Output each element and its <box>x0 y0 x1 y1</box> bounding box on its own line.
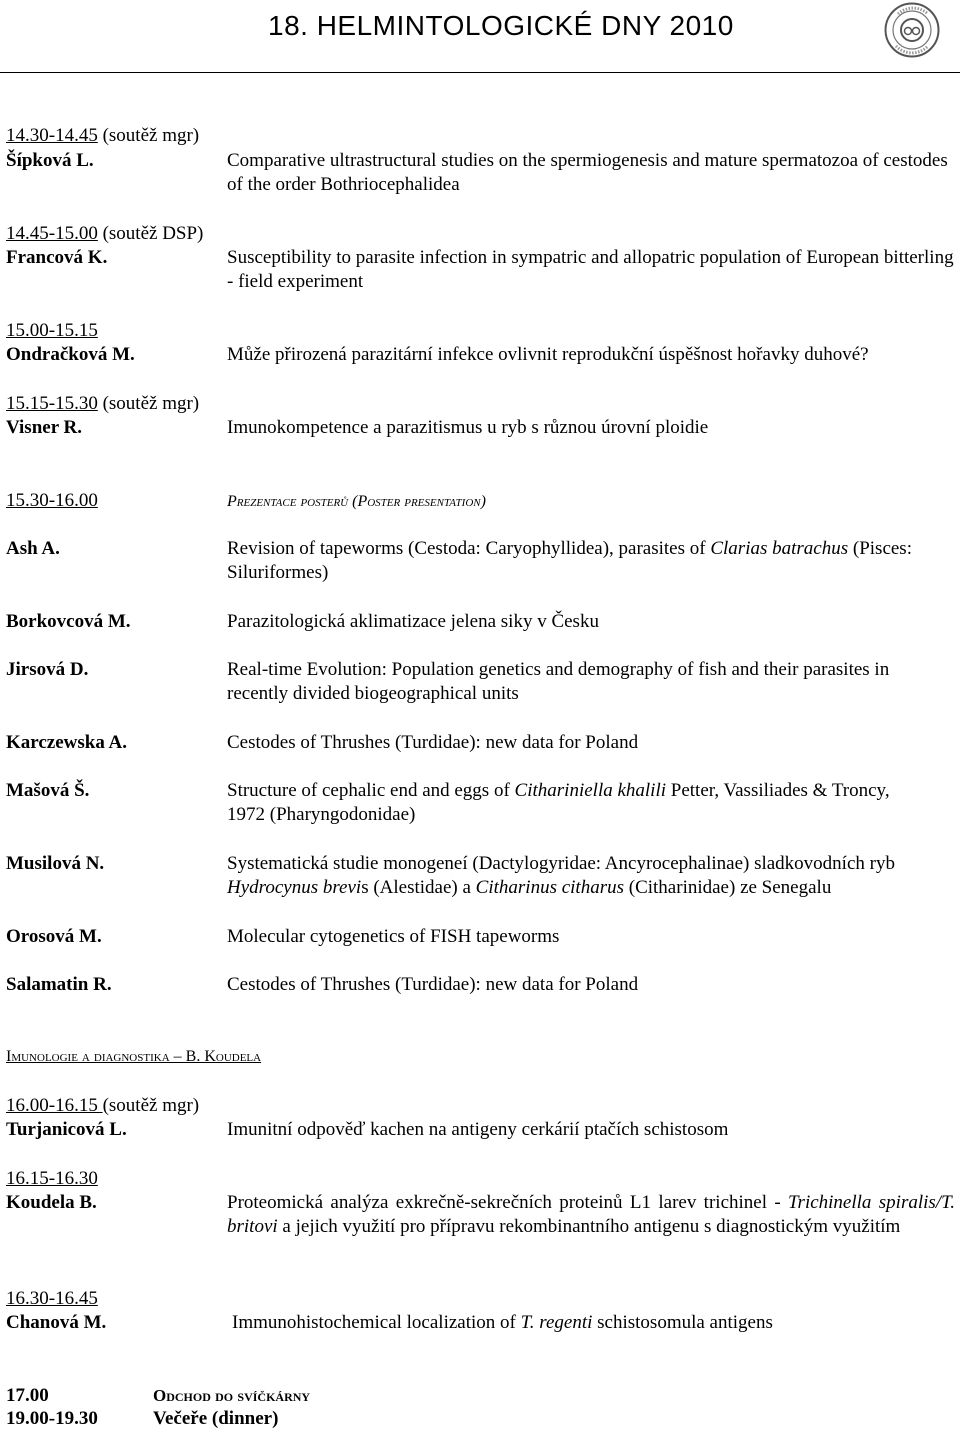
poster-speaker: Borkovcová M. <box>6 611 131 632</box>
talk-speaker: Chanová M. <box>6 1312 107 1333</box>
talk-speaker: Turjanicová L. <box>6 1119 127 1140</box>
closing-label: Večeře (dinner) <box>153 1408 279 1429</box>
talk-time: 15.15-15.30 (soutěž mgr) <box>6 393 200 414</box>
poster-title: Parazitologická aklimatizace jelena siky v Česku <box>227 611 599 632</box>
poster-speaker: Ash A. <box>6 538 60 559</box>
poster-title: Revision of tapeworms (Cestoda: Caryophyllidea), parasites of Clarias batrachus (Pisces: Siluriformes) <box>227 538 912 583</box>
talk-speaker: Visner R. <box>6 417 82 438</box>
poster-speaker: Karczewska A. <box>6 732 128 753</box>
poster-speaker: Mašová Š. <box>6 780 90 801</box>
talk-time: 14.30-14.45 (soutěž mgr) <box>6 125 200 146</box>
talk-speaker: Koudela B. <box>6 1192 97 1213</box>
talk-time: 14.45-15.00 (soutěž DSP) <box>6 223 204 244</box>
talk-time: 16.00-16.15 (soutěž mgr) <box>6 1095 200 1116</box>
talk-title: Immunohistochemical localization of T. regenti schistosomula antigens <box>232 1312 773 1333</box>
talk-time: 16.15-16.30 <box>6 1168 98 1189</box>
page-header-title: 18. HELMINTOLOGICKÉ DNY 2010 <box>268 10 734 41</box>
poster-title: Molecular cytogenetics of FISH tapeworms <box>227 926 560 947</box>
talk-title: Proteomická analýza exkrečně-sekrečních proteinů L1 larev trichinel - Trichinella spiralis/T. britovi a jejich využití pro přípravu rekombinantního antigenu s diagnostickým využitím <box>227 1192 955 1237</box>
poster-time: 15.30-16.00 <box>6 490 98 511</box>
poster-title: Cestodes of Thrushes (Turdidae): new data for Poland <box>227 732 639 753</box>
closing-time: 17.00 <box>6 1385 49 1406</box>
talk-speaker: Ondračková M. <box>6 344 135 365</box>
talk-title: Může přirozená parazitární infekce ovlivnit reprodukční úspěšnost hořavky duhové? <box>227 344 869 365</box>
closing-time: 19.00-19.30 <box>6 1408 98 1429</box>
poster-speaker: Musilová N. <box>6 853 105 874</box>
talk-title: Susceptibility to parasite infection in sympatric and allopatric population of European bitterling - field experiment <box>227 247 954 292</box>
talk-title: Comparative ultrastructural studies on the spermiogenesis and mature spermatozoa of cestodes of the order Bothriocephalidea <box>227 150 948 195</box>
talk-time: 16.30-16.45 <box>6 1288 98 1309</box>
poster-title: Structure of cephalic end and eggs of Cithariniella khalili Petter, Vassiliades & Troncy, 1972 (Pharyngodonidae) <box>227 780 890 825</box>
talk-speaker: Francová K. <box>6 247 108 268</box>
session-heading: Imunologie a diagnostika – B. Koudela <box>6 1048 262 1065</box>
poster-heading: Prezentace posterů (Poster presentation) <box>227 493 486 510</box>
poster-speaker: Orosová M. <box>6 926 102 947</box>
poster-title: Real-time Evolution: Population genetics and demography of fish and their parasites in recently divided biogeographical units <box>227 659 890 704</box>
poster-title: Cestodes of Thrushes (Turdidae): new data for Poland <box>227 974 639 995</box>
poster-speaker: Jirsová D. <box>6 659 89 680</box>
talk-title: Imunokompetence a parazitismus u ryb s různou úrovní ploidie <box>227 417 709 438</box>
talk-speaker: Šípková L. <box>6 150 94 171</box>
poster-speaker: Salamatin R. <box>6 974 112 995</box>
talk-title: Imunitní odpověď kachen na antigeny cerkárií ptačích schistosom <box>227 1119 729 1140</box>
closing-label: Odchod do svíčkárny <box>153 1386 311 1405</box>
header-divider <box>0 72 960 73</box>
society-seal-icon <box>884 2 940 58</box>
talk-time: 15.00-15.15 <box>6 320 98 341</box>
poster-title: Systematická studie monogeneí (Dactylogyridae: Ancyrocephalinae) sladkovodních ryb Hydrocynus brevis (Alestidae) a Citharinus citharus (Citharinidae) ze Senegalu <box>227 853 895 898</box>
